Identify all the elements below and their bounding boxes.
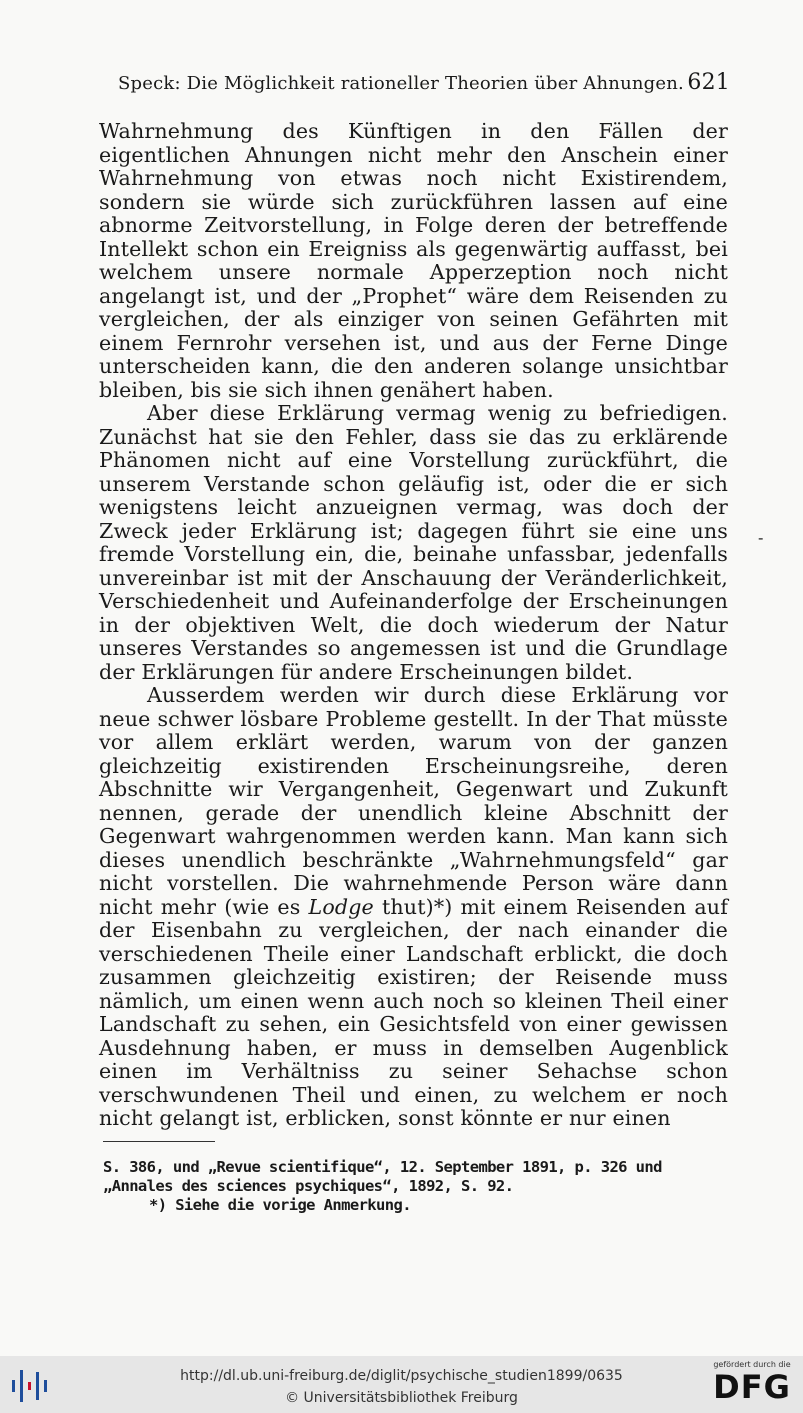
viewer-footer <box>0 1356 803 1413</box>
dfg-logo-mark: DFG <box>713 1368 791 1406</box>
running-header <box>118 70 730 95</box>
dfg-logo[interactable] <box>706 1360 798 1410</box>
page-number: 621 <box>687 70 730 95</box>
dfg-caption: gefördert durch die <box>713 1360 791 1369</box>
running-title: Speck: Die Möglichkeit rationeller Theorien über Ahnungen. <box>118 73 684 94</box>
permalink-url[interactable]: http://dl.ub.uni-freiburg.de/diglit/psychische_studien1899/0635 <box>180 1368 623 1384</box>
body-text <box>99 120 728 1131</box>
footnote-rule <box>103 1141 215 1142</box>
footnote-2: *) Siehe die vorige Anmerkung. <box>149 1196 411 1214</box>
paragraph-1: Wahrnehmung des Künftigen in den Fällen der eigentlichen Ahnungen nicht mehr den Anschein einer Wahrnehmung von etwas noch nicht Existirendem, sondern sie würde sich zurückführen lassen auf eine abnorme Zeitvorstellung, in Folge deren der betreffende Intellekt schon ein Ereigniss als gegenwärtig auffasst, bei welchem unsere normale Apperzeption noch nicht angelangt ist, und der „Prophet“ wäre dem Reisenden zu vergleichen, der als einziger von seinen Gefährten mit einem Fernrohr versehen ist, und aus der Ferne Dinge unterscheiden kann, die den anderen solange unsichtbar bleiben, bis sie sich ihnen genähert haben. <box>99 119 728 402</box>
paragraph-3 <box>99 684 728 1131</box>
paragraph-3-part-b: thut)*) mit einem Reisenden auf der Eisenbahn zu vergleichen, der nach einander die verschiedenen Theile einer Landschaft erblickt, die doch zusammen gleichzeitig existiren; der Reisende muss nämlich, um einen wenn auch noch so kleinen Theil einer Landschaft zu sehen, ein Gesichtsfeld von einer gewissen Ausdehnung haben, er muss in demselben Augenblick einen im Verhältniss zu seiner Sehachse schon verschwundenen Theil und einen, zu welchem er noch nicht gelangt ist, erblicken, sonst könnte er nur einen <box>99 894 728 1130</box>
emphasis-lodge: Lodge <box>308 894 374 919</box>
margin-mark: - <box>758 528 764 547</box>
paragraph-2: Aber diese Erklärung vermag wenig zu befriedigen. Zunächst hat sie den Fehler, dass sie das zu erklärende Phänomen nicht auf eine Vorstellung zurückführt, die unserem Verstande schon geläufig ist, oder die er sich wenigstens leicht anzueignen vermag, was doch der Zweck jeder Erklärung ist; dagegen führt sie eine uns fremde Vorstellung ein, die, beinahe unfassbar, jedenfalls unvereinbar ist mit der Anschauung der Veränderlichkeit, Verschiedenheit und Aufeinanderfolge der Erscheinungen in der objektiven Welt, die doch wiederum der Natur unseres Verstandes so angemessen ist und die Grundlage der Erklärungen für andere Erscheinungen bildet. <box>99 401 728 684</box>
paragraph-3-part-a: Ausserdem werden wir durch diese Erklärung vor neue schwer lösbare Probleme gestellt. In der That müsste vor allem erklärt werden, warum von der ganzen gleichzeitig existirenden Erscheinungsreihe, deren Abschnitte wir Vergangenheit, Gegenwart und Zukunft nennen, gerade der unendlich kleine Abschnitt der Gegenwart wahrgenommen werden kann. Man kann sich dieses unendlich beschränkte „Wahrnehmungsfeld“ gar nicht vorstellen. Die wahrnehmende Person wäre dann nicht mehr (wie es <box>99 683 728 919</box>
footnotes <box>103 1158 728 1215</box>
footnote-1: S. 386, und „Revue scientifique“, 12. September 1891, p. 326 und „Annales des sciences psychiques“, 1892, S. 92. <box>103 1158 662 1195</box>
copyright-notice: © Universitätsbibliothek Freiburg <box>285 1390 518 1406</box>
